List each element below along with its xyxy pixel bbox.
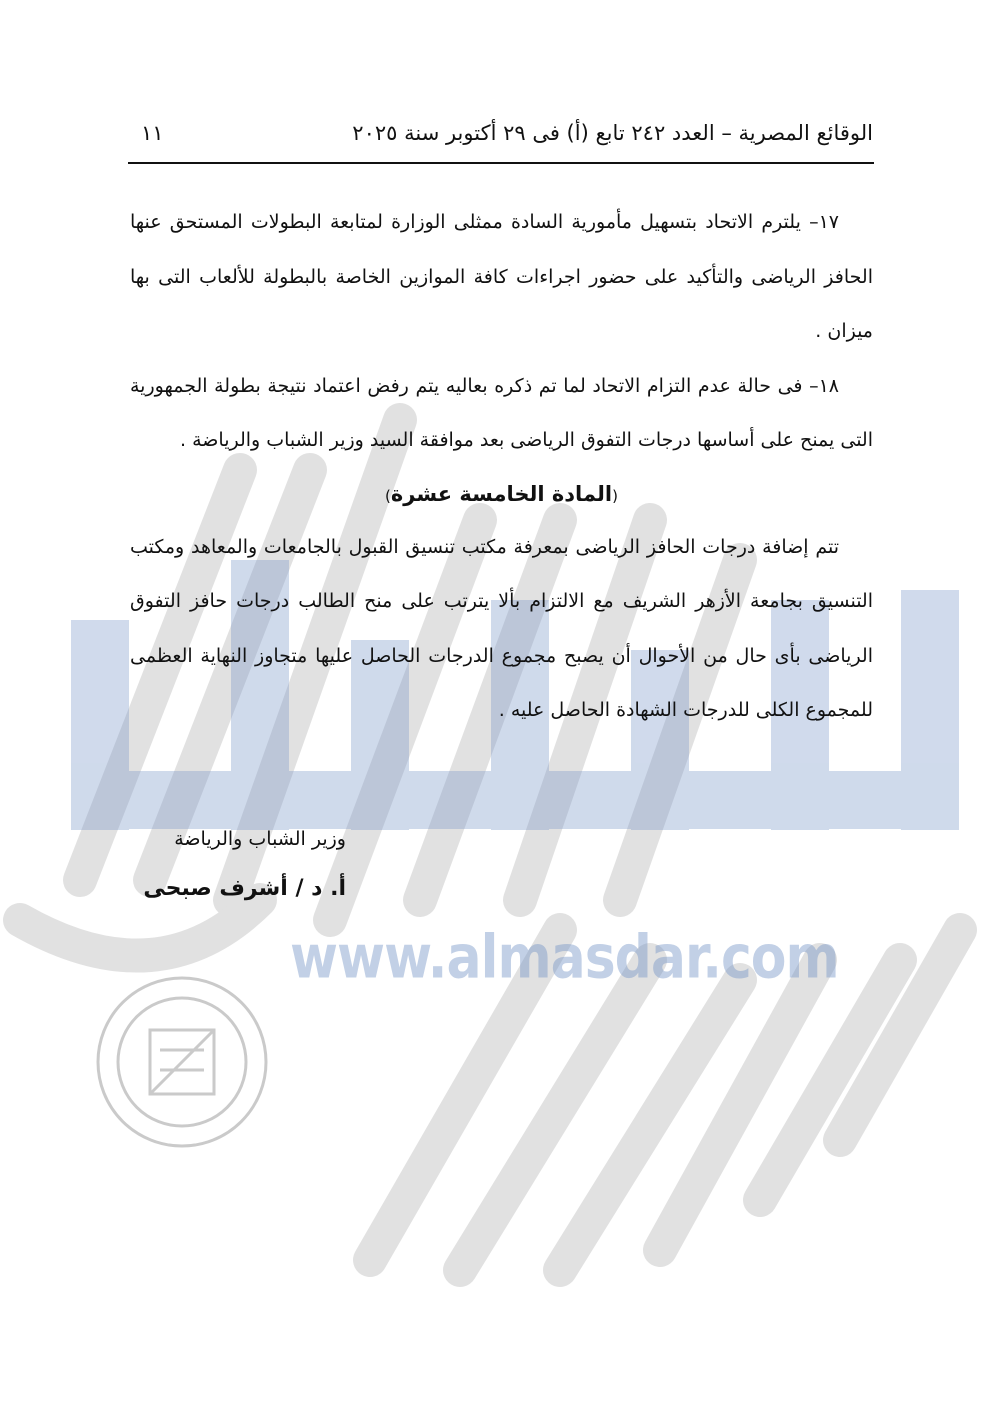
signatory-name: أ. د / أشرف صبحى (143, 876, 346, 901)
header-divider (128, 162, 874, 164)
gazette-header-title: الوقائع المصرية – العدد ٢٤٢ تابع (أ) فى ٢٩ أكتوبر سنة ٢٠٢٥ (352, 121, 873, 145)
article-heading-text: المادة الخامسة عشرة (390, 481, 613, 506)
article-heading-close-paren: ) (385, 486, 391, 505)
watermark-site-text: www.almasdar.com (290, 923, 839, 993)
document-body (130, 195, 873, 738)
article-heading-open-paren: ( (612, 486, 618, 505)
article-heading (130, 468, 873, 520)
clause-17: ١٧– يلترم الاتحاد بتسهيل مأمورية السادة ممثلى الوزارة لمتابعة البطولات المستحق عنها الحافز الرياضى والتأكيد على حضور اجراءات كافة الموازين الخاصة بالبطولة للألعاب التى بها ميزان . (130, 211, 873, 342)
clause-18: ١٨– فى حالة عدم التزام الاتحاد لما تم ذكره بعاليه يتم رفض اعتماد نتيجة بطولة الجمهورية التى يمنح على أساسها درجات التفوق الرياضى بعد موافقة السيد وزير الشباب والرياضة . (130, 374, 873, 451)
page-number: ١١ (141, 121, 164, 145)
page-header (133, 116, 873, 150)
article-body: تتم إضافة درجات الحافز الرياضى بمعرفة مكتب تنسيق القبول بالجامعات والمعاهد ومكتب التنسيق بجامعة الأزهر الشريف مع الالتزام بألا يترتب على منح الطالب درجات حافز التفوق الرياضى بأى حال من الأحوال أن يصبح مجموع الدرجات الحاصل عليها متجاوز النهاية العظمى للمجموع الكلى للدرجات الشهادة الحاصل عليه . (130, 535, 873, 721)
signatory-title: وزير الشباب والرياضة (174, 828, 346, 850)
